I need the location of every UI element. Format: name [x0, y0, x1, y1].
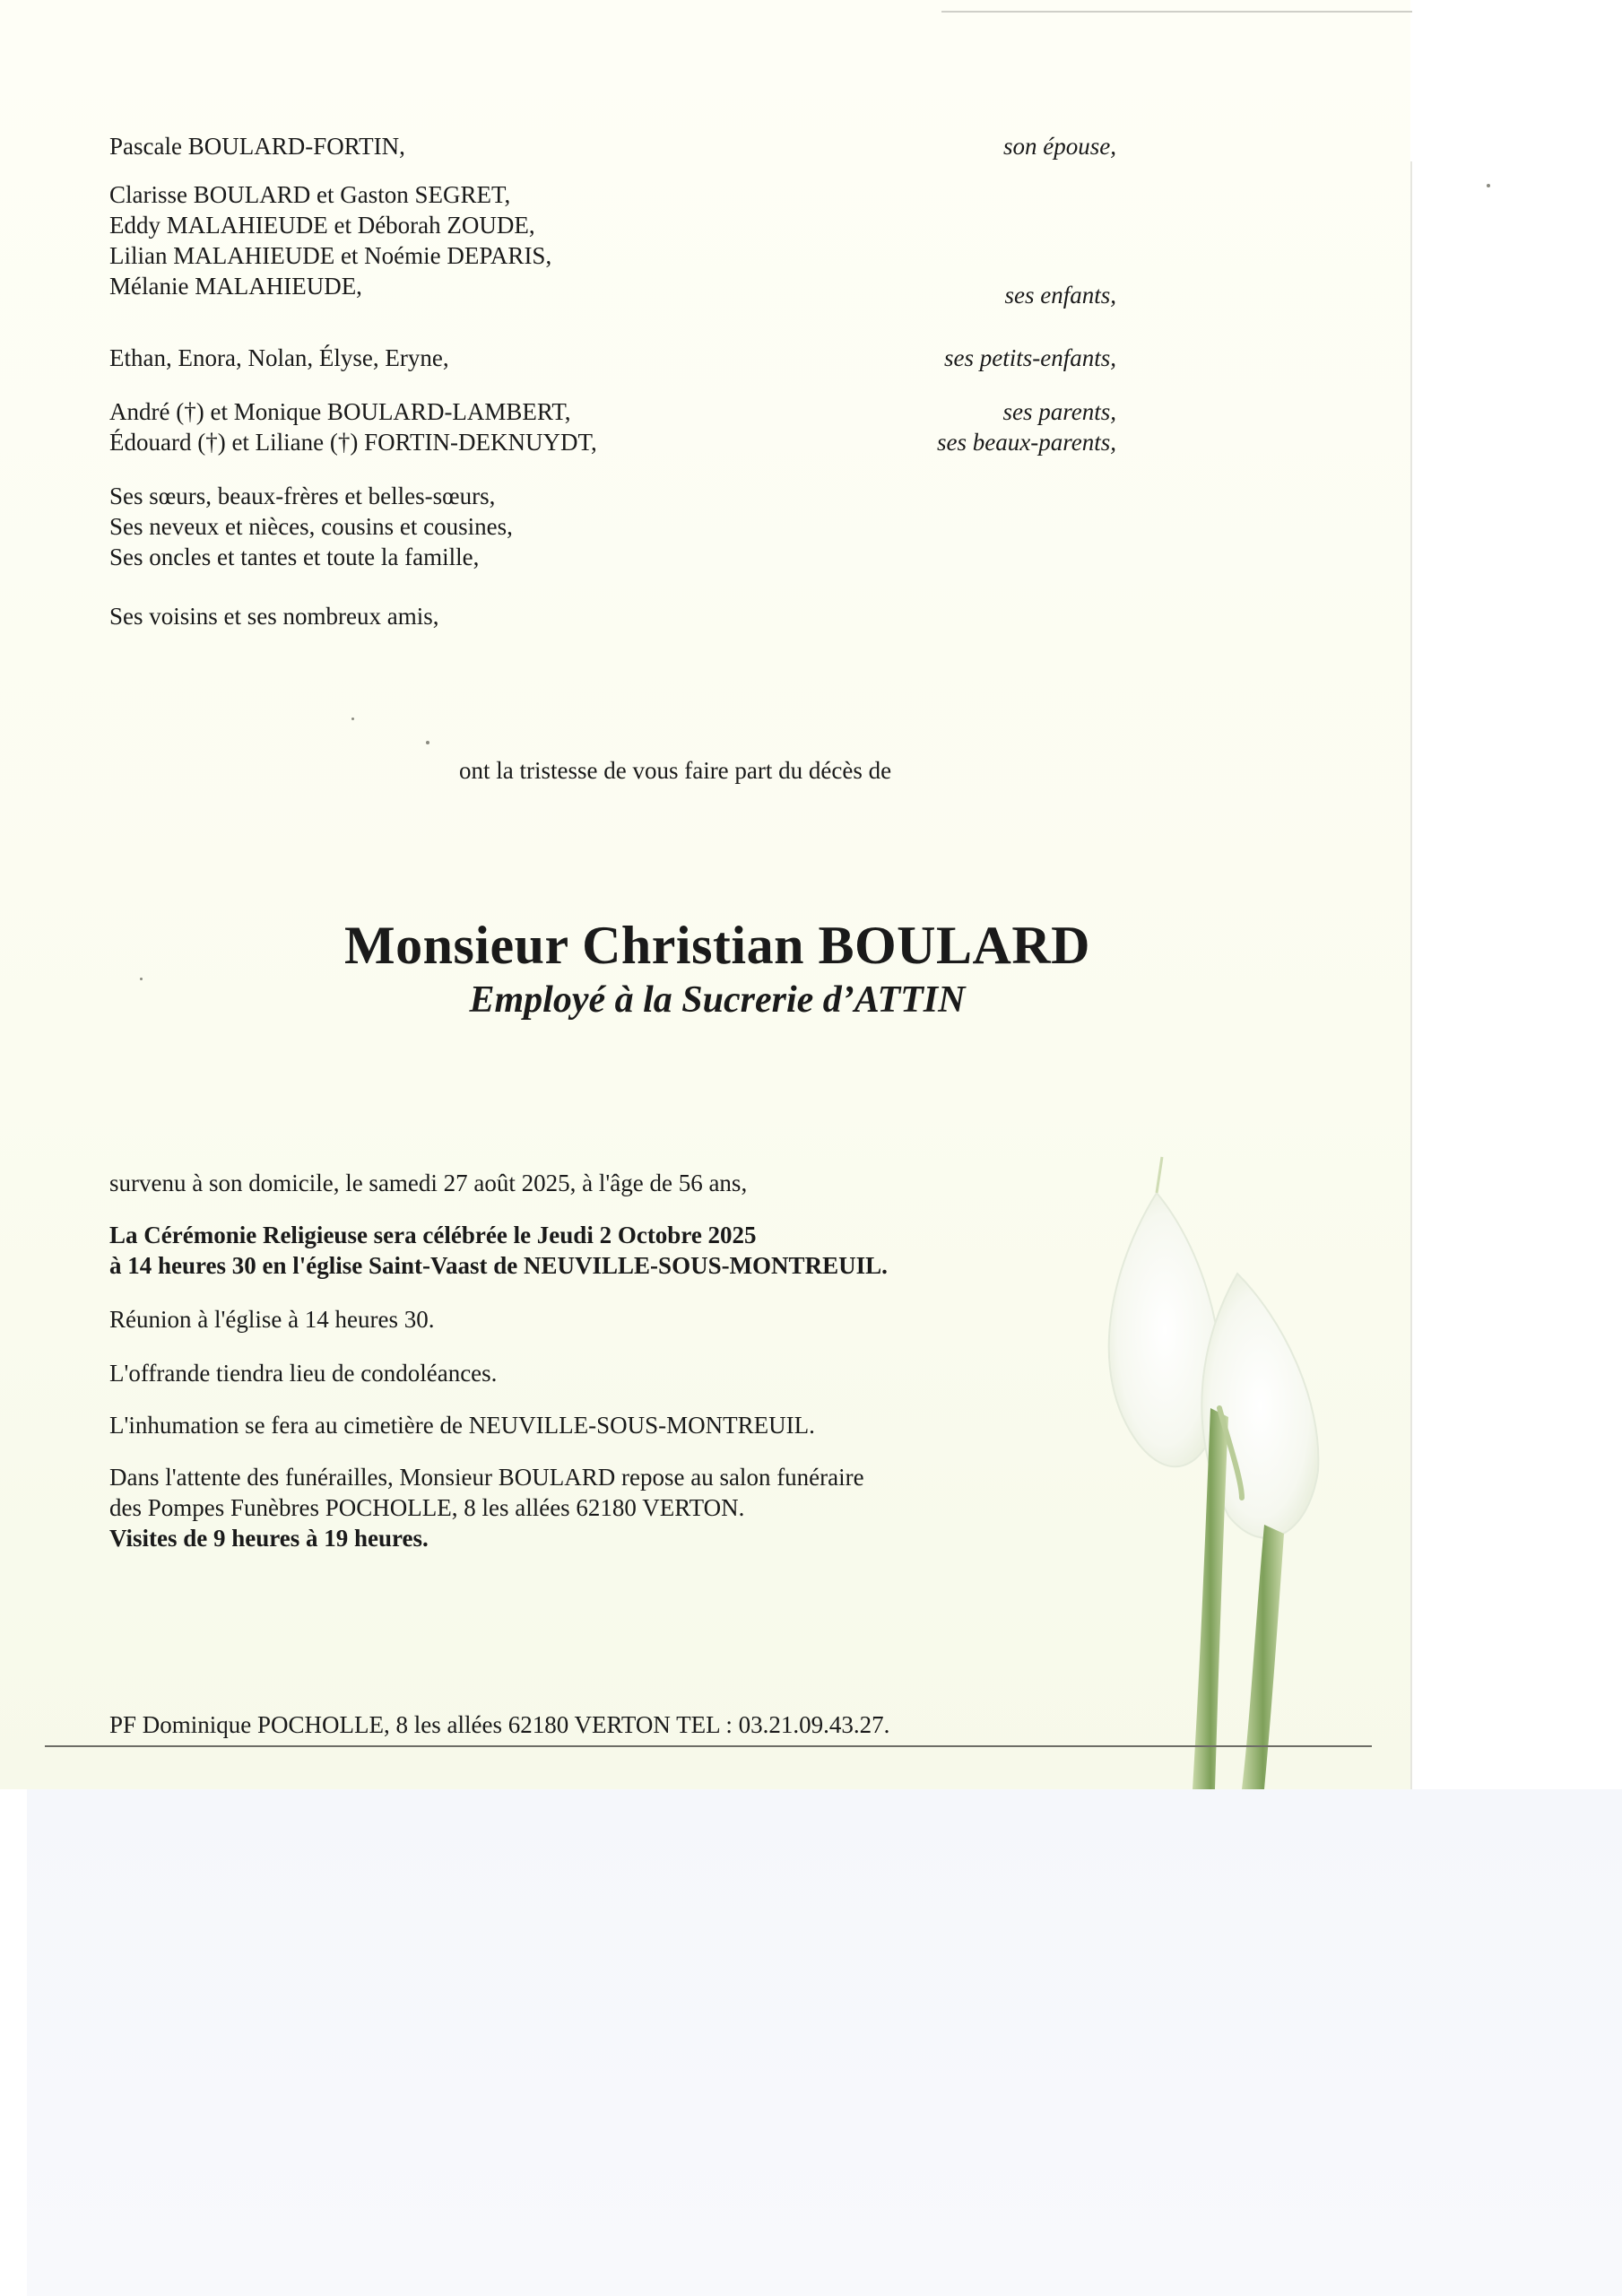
sheet-edge: [1410, 161, 1412, 1789]
scan-background: [27, 1789, 1622, 2296]
meeting-info: Réunion à l'église à 14 heures 30.: [109, 1306, 435, 1333]
funeral-home-footer: PF Dominique POCHOLLE, 8 les allées 62180 VERTON TEL : 03.21.09.43.27.: [109, 1711, 890, 1738]
child-2: Eddy MALAHIEUDE et Déborah ZOUDE,: [109, 212, 535, 239]
wife-relation: son épouse,: [1003, 133, 1116, 160]
speck: [140, 978, 143, 980]
in-laws-name: Édouard (†) et Liliane (†) FORTIN-DEKNUYDT,: [109, 429, 597, 456]
ceremony-line-2: à 14 heures 30 en l'église Saint-Vaast de NEUVILLE-SOUS-MONTREUIL.: [109, 1252, 888, 1279]
speck: [1487, 184, 1490, 187]
death-details: survenu à son domicile, le samedi 27 août 2025, à l'âge de 56 ans,: [109, 1170, 748, 1196]
announcement: ont la tristesse de vous faire part du décès de: [459, 757, 892, 784]
rest-line-2: des Pompes Funèbres POCHOLLE, 8 les allées 62180 VERTON.: [109, 1494, 745, 1521]
child-1: Clarisse BOULARD et Gaston SEGRET,: [109, 181, 511, 208]
footer-rule: [45, 1745, 1372, 1747]
children-relation: ses enfants,: [1004, 282, 1116, 309]
grandchildren-relation: ses petits-enfants,: [944, 344, 1116, 371]
parents-name: André (†) et Monique BOULARD-LAMBERT,: [109, 398, 571, 425]
extended-family-3: Ses oncles et tantes et toute la famille,: [109, 544, 480, 570]
child-4: Mélanie MALAHIEUDE,: [109, 273, 362, 300]
speck: [351, 718, 354, 720]
burial-info: L'inhumation se fera au cimetière de NEUVILLE-SOUS-MONTREUIL.: [109, 1412, 815, 1439]
top-rule: [941, 11, 1412, 13]
deceased-name: Monsieur Christian BOULARD: [344, 916, 1090, 975]
offering-info: L'offrande tiendra lieu de condoléances.: [109, 1360, 498, 1387]
deceased-occupation: Employé à la Sucrerie d’ATTIN: [469, 979, 966, 1021]
rest-line-1: Dans l'attente des funérailles, Monsieur BOULARD repose au salon funéraire: [109, 1464, 864, 1491]
speck: [426, 741, 429, 744]
parents-relation: ses parents,: [1002, 398, 1116, 425]
visits-info: Visites de 9 heures à 19 heures.: [109, 1525, 429, 1552]
in-laws-relation: ses beaux-parents,: [937, 429, 1116, 456]
ceremony-line-1: La Cérémonie Religieuse sera célébrée le Jeudi 2 Octobre 2025: [109, 1222, 757, 1248]
grandchildren-names: Ethan, Enora, Nolan, Élyse, Eryne,: [109, 344, 449, 371]
wife-name: Pascale BOULARD-FORTIN,: [109, 133, 405, 160]
child-3: Lilian MALAHIEUDE et Noémie DEPARIS,: [109, 242, 552, 269]
extended-family-2: Ses neveux et nièces, cousins et cousines,: [109, 513, 513, 540]
extended-family-1: Ses sœurs, beaux-frères et belles-sœurs,: [109, 483, 496, 509]
calla-lily-image: [1049, 1139, 1372, 1789]
friends: Ses voisins et ses nombreux amis,: [109, 603, 439, 630]
